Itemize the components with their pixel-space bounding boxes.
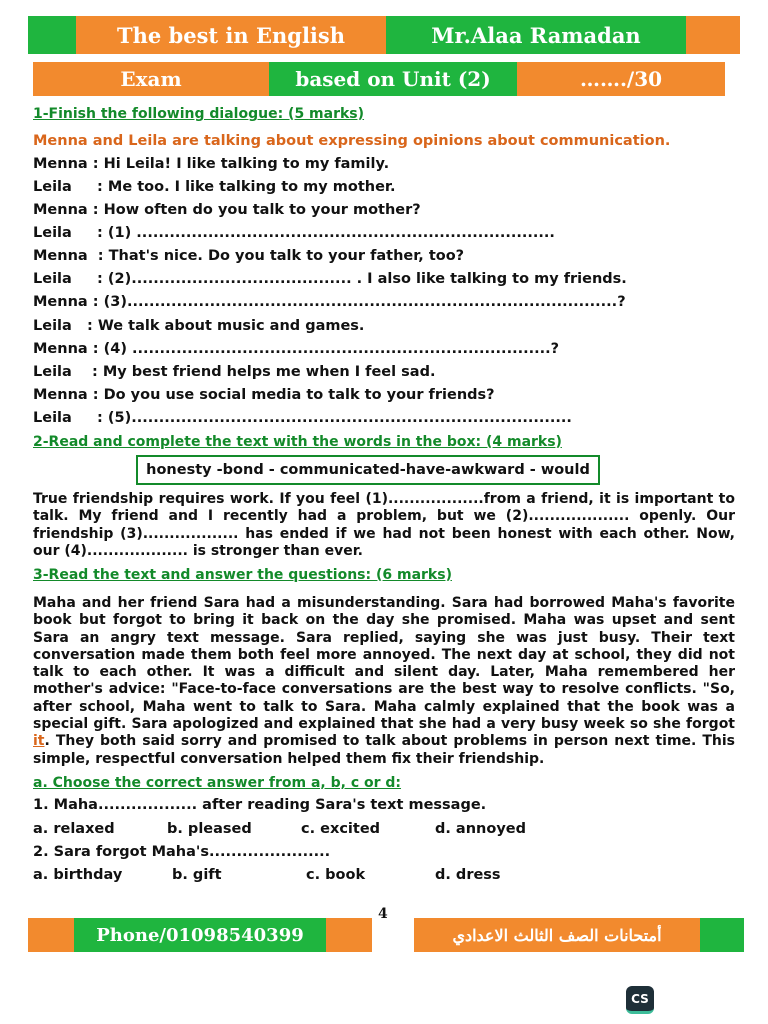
line-text: My best friend helps me when I feel sad. bbox=[102, 364, 436, 380]
passage-text-end: . They both said sorry and promised to talk about problems in person next time. This simple, respectful conversation helped them fix their friendship. bbox=[33, 733, 735, 767]
speaker: Leila : bbox=[33, 410, 103, 426]
dialogue-line bbox=[33, 202, 421, 218]
banner-accent bbox=[700, 918, 744, 952]
banner-accent bbox=[28, 918, 74, 952]
section3-heading: 3-Read the text and answer the questions: (6 marks) bbox=[33, 567, 452, 583]
highlighted-word: it bbox=[33, 733, 45, 750]
speaker: Menna : bbox=[33, 156, 99, 172]
option: c. excited bbox=[301, 821, 381, 837]
section1-heading: 1-Finish the following dialogue: (5 marks) bbox=[33, 106, 365, 122]
speaker: Leila : bbox=[33, 225, 103, 241]
line-text: (4) ............................................................................? bbox=[103, 341, 560, 357]
header-banner bbox=[28, 16, 740, 54]
footer-right-banner bbox=[414, 918, 744, 952]
page-number: 4 bbox=[378, 906, 388, 922]
dialogue-line bbox=[33, 248, 464, 264]
footer-left-banner bbox=[28, 918, 372, 952]
section2-text: True friendship requires work. If you feel (1)..................from a friend, it is important to talk. My friend and I recently had a problem, but we (2)................... openly. Our friendship (3).................. has ended if we had not been honest with each other. Now, our (4)................... is stronger than ever. bbox=[33, 491, 735, 559]
teacher-name: Mr.Alaa Ramadan bbox=[386, 16, 686, 54]
option: b. pleased bbox=[167, 821, 252, 837]
mcq-heading: a. Choose the correct answer from a, b, c or d: bbox=[33, 775, 402, 791]
speaker: Leila : bbox=[33, 318, 93, 334]
word-box: honesty -bond - communicated-have-awkward - would bbox=[136, 455, 600, 485]
line-text: Me too. I like talking to my mother. bbox=[107, 179, 396, 195]
banner-accent bbox=[686, 16, 740, 54]
question-2: 2. Sara forgot Maha's...................... bbox=[33, 844, 331, 860]
dialogue-intro: Menna and Leila are talking about expressing opinions about communication. bbox=[33, 133, 671, 149]
line-text: How often do you talk to your mother? bbox=[103, 202, 421, 218]
line-text: (1) ............................................................................ bbox=[107, 225, 555, 241]
speaker: Menna : bbox=[33, 341, 99, 357]
speaker: Leila : bbox=[33, 364, 98, 380]
speaker: Menna : bbox=[33, 202, 99, 218]
line-text: (2)........................................ . I also like talking to my friends. bbox=[107, 271, 627, 287]
camscanner-logo: CS bbox=[626, 986, 654, 1014]
option: a. relaxed bbox=[33, 821, 115, 837]
arabic-title: أمتحانات الصف الثالث الاعدادي bbox=[414, 918, 700, 952]
dialogue-line bbox=[33, 387, 495, 403]
dialogue-line bbox=[33, 364, 435, 380]
line-text: That's nice. Do you talk to your father, too? bbox=[108, 248, 465, 264]
phone-number: Phone/01098540399 bbox=[74, 918, 326, 952]
section2-heading: 2-Read and complete the text with the words in the box: (4 marks) bbox=[33, 434, 562, 450]
dialogue-line bbox=[33, 225, 555, 241]
option: c. book bbox=[306, 867, 366, 883]
option: d. dress bbox=[435, 867, 501, 883]
speaker: Menna : bbox=[33, 387, 99, 403]
speaker: Leila : bbox=[33, 179, 103, 195]
option: a. birthday bbox=[33, 867, 123, 883]
speaker: Menna : bbox=[33, 294, 99, 310]
banner-accent bbox=[326, 918, 372, 952]
reading-passage bbox=[33, 595, 735, 768]
line-text: (5)................................................................................ bbox=[107, 410, 572, 426]
dialogue-line bbox=[33, 156, 389, 172]
line-text: We talk about music and games. bbox=[97, 318, 365, 334]
dialogue-line bbox=[33, 294, 626, 310]
question-1: 1. Maha.................. after reading Sara's text message. bbox=[33, 797, 487, 813]
dialogue-line bbox=[33, 318, 364, 334]
dialogue-line bbox=[33, 410, 572, 426]
header-title: The best in English bbox=[76, 16, 386, 54]
dialogue-line bbox=[33, 271, 627, 287]
exam-label: Exam bbox=[33, 62, 269, 96]
exam-banner bbox=[33, 62, 725, 96]
option: d. annoyed bbox=[435, 821, 526, 837]
line-text: (3).........................................................................................? bbox=[103, 294, 626, 310]
score-label: ……./30 bbox=[517, 62, 725, 96]
option: b. gift bbox=[172, 867, 222, 883]
speaker: Leila : bbox=[33, 271, 103, 287]
line-text: Do you use social media to talk to your friends? bbox=[103, 387, 495, 403]
unit-label: based on Unit (2) bbox=[269, 62, 517, 96]
dialogue-line bbox=[33, 341, 559, 357]
dialogue-line bbox=[33, 179, 396, 195]
banner-accent bbox=[28, 16, 76, 54]
passage-text: Maha and her friend Sara had a misunderstanding. Sara had borrowed Maha's favorite book but forgot to bring it back on the day she promised. Maha was upset and sent Sara an angry text message. Sara replied, saying she was just busy. Their text conversation made them both feel more annoyed. The next day at school, they did not talk to each other. It was a difficult and silent day. Later, Maha remembered her mother's advice: "Face-to-face conversations are the best way to resolve conflicts. "So, after school, Maha went to talk to Sara. Maha calmly explained that the book was a special gift. Sara apologized and explained that she had a very busy week so she forgot bbox=[33, 595, 735, 733]
line-text: Hi Leila! I like talking to my family. bbox=[103, 156, 390, 172]
speaker: Menna : bbox=[33, 248, 104, 264]
